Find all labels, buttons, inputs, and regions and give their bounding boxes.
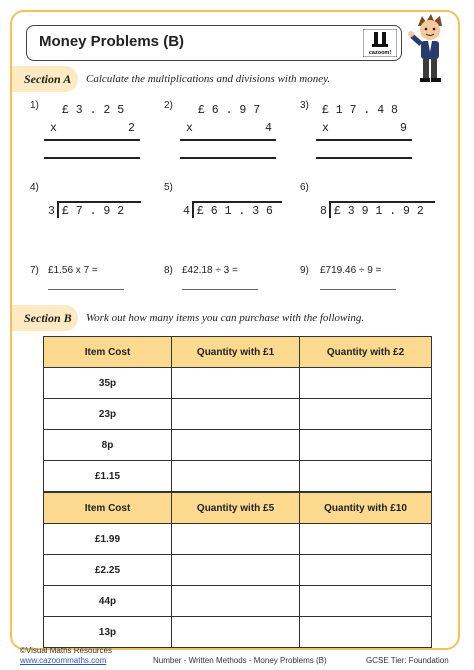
table-row (44, 399, 432, 430)
answer-line (320, 289, 396, 290)
answer-cell[interactable] (172, 399, 300, 430)
answer-cell[interactable] (172, 368, 300, 399)
item-cost-cell: 35p (44, 368, 172, 399)
table-row (44, 430, 432, 461)
column-header: Quantity with £2 (300, 337, 432, 368)
answer-line (316, 157, 412, 159)
footer-link[interactable]: www.cazoommaths.com (20, 656, 107, 665)
table-header-row (44, 493, 432, 524)
answer-line (316, 139, 412, 141)
page-title: Money Problems (B) (39, 33, 185, 50)
answer-cell[interactable] (300, 524, 432, 555)
item-cost-cell: £2.25 (44, 555, 172, 586)
answer-cell[interactable] (172, 617, 300, 648)
question-number: 7) (30, 265, 39, 276)
table-row (44, 586, 432, 617)
table-header-row (44, 337, 432, 368)
division-bracket-top (329, 201, 435, 203)
divisor: 4 (183, 205, 190, 218)
divisor: 8 (320, 205, 327, 218)
answer-cell[interactable] (300, 368, 432, 399)
footer-tier: GCSE Tier: Foundation (366, 656, 449, 665)
item-cost-cell: 23p (44, 399, 172, 430)
answer-line (48, 289, 124, 290)
answer-cell[interactable] (300, 399, 432, 430)
divisor: 3 (48, 205, 55, 218)
division-bracket-top (192, 201, 282, 203)
division-bracket-side (192, 201, 194, 218)
written-problem: £42.18 ÷ 3 = (182, 265, 238, 276)
dividend: £ 6 1 . 3 6 (197, 205, 273, 218)
section-a-instruction: Calculate the multiplications and divisions with money. (86, 73, 331, 85)
answer-line (180, 157, 276, 159)
question-number: 1) (30, 100, 39, 111)
question-number: 5) (164, 182, 173, 193)
table-row (44, 524, 432, 555)
section-b-tab: Section B (12, 305, 78, 331)
division-bracket-top (57, 201, 141, 203)
answer-cell[interactable] (300, 555, 432, 586)
item-cost-cell: £1.99 (44, 524, 172, 555)
purchase-table-2 (43, 492, 432, 648)
answer-cell[interactable] (172, 461, 300, 492)
mult-operator: x (322, 122, 329, 135)
question-number: 4) (30, 182, 39, 193)
purchase-table-1 (43, 336, 432, 492)
question-number: 2) (164, 100, 173, 111)
item-cost-cell: £1.15 (44, 461, 172, 492)
question-number: 6) (300, 182, 309, 193)
column-header: Quantity with £10 (300, 493, 432, 524)
title-box (26, 25, 402, 61)
division-bracket-side (57, 201, 59, 218)
table-row (44, 617, 432, 648)
dividend: £ 3 9 1 . 9 2 (334, 205, 424, 218)
logo-text: cazoom! (368, 50, 392, 56)
dividend: £ 7 . 9 2 (62, 205, 125, 218)
question-number: 3) (300, 100, 309, 111)
item-cost-cell: 8p (44, 430, 172, 461)
mult-factor: 4 (265, 122, 272, 135)
section-a-tab: Section A (12, 66, 78, 92)
written-problem: £1.56 x 7 = (48, 265, 98, 276)
question-number: 8) (164, 265, 173, 276)
table-row (44, 368, 432, 399)
answer-cell[interactable] (172, 524, 300, 555)
mult-factor: 2 (128, 122, 135, 135)
division-bracket-side (329, 201, 331, 218)
section-b-instruction: Work out how many items you can purchase with the following. (86, 312, 365, 324)
answer-line (44, 139, 140, 141)
item-cost-cell: 13p (44, 617, 172, 648)
answer-line (180, 139, 276, 141)
column-header: Item Cost (44, 493, 172, 524)
table-row (44, 555, 432, 586)
footer-link-wrap (20, 656, 106, 665)
item-cost-cell: 44p (44, 586, 172, 617)
mult-operator: x (186, 122, 193, 135)
mult-factor: 9 (400, 122, 407, 135)
table-row (44, 461, 432, 492)
written-problem: £719.46 ÷ 9 = (320, 265, 382, 276)
mult-top: £ 3 . 2 5 (62, 104, 125, 117)
answer-cell[interactable] (300, 461, 432, 492)
answer-cell[interactable] (172, 430, 300, 461)
footer-center: Number - Written Methods - Money Problems (B) (153, 656, 327, 665)
column-header: Item Cost (44, 337, 172, 368)
mascot-illustration (406, 12, 456, 84)
mult-operator: x (50, 122, 57, 135)
footer-copyright: ©Visual Maths Resources (20, 646, 113, 655)
answer-cell[interactable] (172, 586, 300, 617)
answer-cell[interactable] (300, 617, 432, 648)
answer-cell[interactable] (300, 586, 432, 617)
mult-top: £ 1 7 . 4 8 (322, 104, 398, 117)
mult-top: £ 6 . 9 7 (198, 104, 261, 117)
answer-line (44, 157, 140, 159)
answer-cell[interactable] (300, 430, 432, 461)
column-header: Quantity with £5 (172, 493, 300, 524)
question-number: 9) (300, 265, 309, 276)
column-header: Quantity with £1 (172, 337, 300, 368)
answer-cell[interactable] (172, 555, 300, 586)
cazoom-logo (363, 29, 397, 57)
answer-line (182, 289, 258, 290)
